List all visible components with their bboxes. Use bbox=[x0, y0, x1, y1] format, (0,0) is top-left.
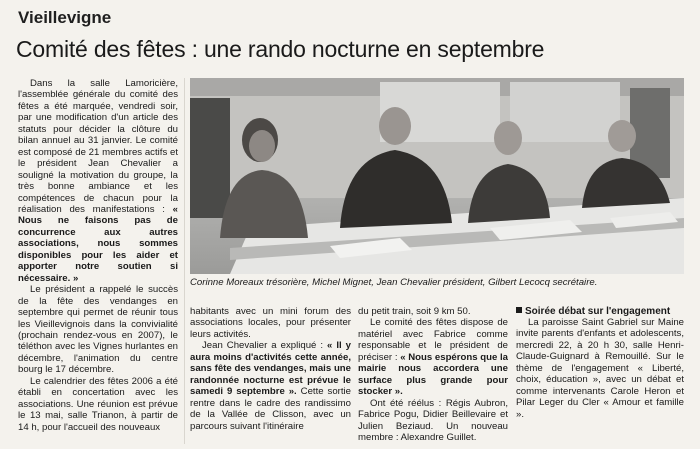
photo-caption: Corinne Moreaux trésorière, Michel Mignet, Jean Chevalier président, Gilbert Lecocq secrétaire. bbox=[190, 277, 598, 288]
group-photo bbox=[190, 78, 684, 274]
paragraph: Jean Chevalier a expliqué : « Il y aura moins d'activités cette année, sans fête des vendanges, mais une randonnée nocturne est prévue le samedi 9 septembre ». Cette sortie rentre dans le cadre des randissimo de la Vallée de Clisson, avec un parcours suivant l'itinéraire bbox=[190, 340, 351, 432]
article-column-1 bbox=[18, 78, 178, 444]
article-column-2 bbox=[190, 306, 351, 444]
paragraph: du petit train, soit 9 km 50. bbox=[358, 306, 471, 317]
quote-bold: « Nous ne faisons pas de concurrence aux autres associations, nous sommes disponibles pour les aider et apporter notre soutien si nécessaire. » bbox=[18, 203, 178, 284]
section-heading: Vieillevigne bbox=[18, 8, 112, 27]
quote-bold: « Nous espérons que la mairie nous accordera une surface plus grande pour stocker ». bbox=[358, 351, 508, 398]
paragraph: Ont été réélus : Régis Aubron, Fabrice Pogu, Didier Beillevaire et Julien Beziaud. Un nouveau membre : Alexandre Guillet. bbox=[358, 397, 508, 443]
column-divider bbox=[184, 78, 185, 444]
paragraph: habitants avec un mini forum des associations locales, pour présenter leurs activités. bbox=[190, 306, 351, 340]
sidebar-subheading: Soirée débat sur l'engagement bbox=[516, 306, 684, 317]
paragraph: La paroisse Saint Gabriel sur Maine invite parents d'enfants et adolescents, mercredi 22, à 20 h 30, salle Henri-Claude-Guignard à Remouillé. Sur le thème de l'engagement « Liberté, choix, éducation », avec un débat et comme intervenants Carole Heron et Pilar Leger du Cler « Amour et famille ». bbox=[516, 317, 684, 420]
paragraph: Dans la salle Lamoricière, l'assemblée générale du comité des fêtes a été marquée, vendredi soir, par une modification d'un article des statuts pour décider la clôture du bilan annuel au 31 janvier. Le comité est composé de 21 membres actifs et le président Jean Chevalier a souligné la motivation du groupe, la très bonne ambiance et les compétences de chacun pour la réalisation des manifestations : « Nous ne faisons pas de concurrence aux autres associations, nous sommes disponibles pour les aider et apporter notre soutien si nécessaire. » bbox=[18, 78, 178, 284]
bullet-square-icon bbox=[516, 307, 522, 313]
article-headline: Comité des fêtes : une rando nocturne en septembre bbox=[16, 36, 545, 62]
paragraph: Le président a rappelé le succès de la fête des vendanges en septembre qui permet de réunir tous les Vieillevignois dans la convivialité (prochain rendez-vous en 2007), le téléthon avec les Vignes hurlantes en décembre, l'animation du centre bourg le 17 décembre. bbox=[18, 284, 178, 376]
article-column-3 bbox=[358, 306, 508, 444]
quote-bold: « Il y aura moins d'activités cette année, sans fête des vendanges, mais une randonnée nocturne est prévue le samedi 9 septembre ». bbox=[190, 340, 351, 398]
paragraph: Le comité des fêtes dispose de matériel avec Fabrice comme responsable et le président de préciser : « Nous espérons que la mairie nous accordera une surface plus grande pour stocker ». bbox=[358, 317, 508, 398]
photo-illustration bbox=[190, 78, 684, 274]
paragraph: Le calendrier des fêtes 2006 a été établi en concertation avec les associations. Une réunion est prévue le 13 mai, salle Trianon, à partir de 14 h, pour l'accueil des nouveaux bbox=[18, 375, 178, 433]
article-column-4 bbox=[516, 306, 684, 444]
